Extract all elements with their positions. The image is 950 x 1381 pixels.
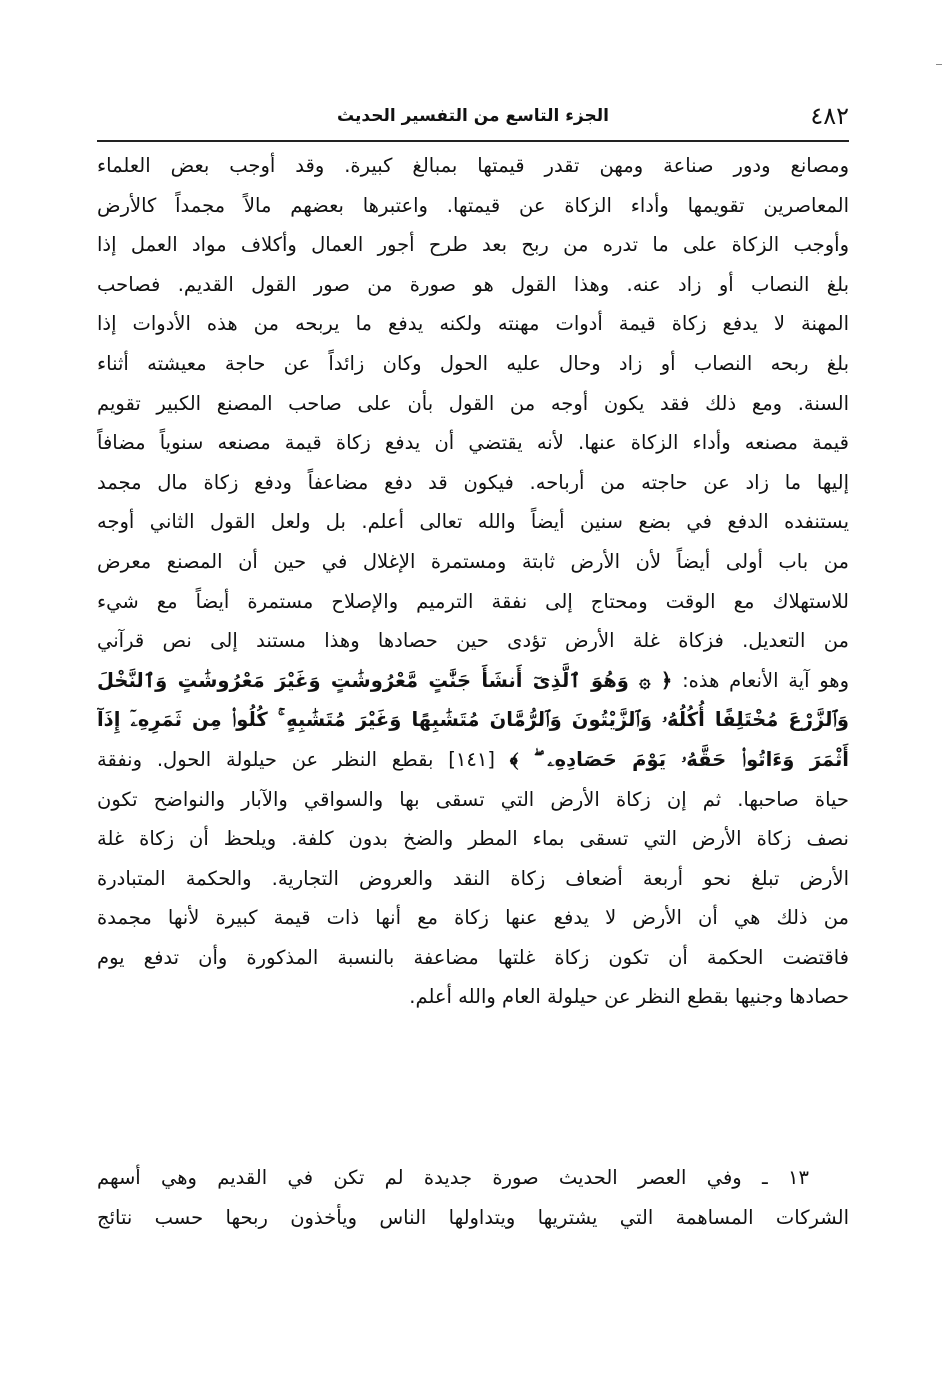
text-line: حياة صاحبها. ثم إن زكاة الأرض التي تسقى بها والسواقي والآبار والنواضح تكون	[97, 787, 849, 811]
quran-verse: ﴿ ۞ وَهُوَ ٱلَّذِىٓ أَنشَأَ جَنَّٰتٍ مَّعْرُوشَٰتٍ وَغَيْرَ مَعْرُوشَٰتٍ وَٱلنَّخْلَ	[97, 668, 673, 692]
quran-intro: وهو آية الأنعام هذه:	[682, 668, 849, 692]
text-line: من ذلك هي أن الأرض لا يدفع عنها زكاة مع أنها ذات قيمة كبيرة لأنها مجمدة	[97, 906, 849, 930]
text-line: المهنة لا يدفع زكاة قيمة أدوات مهنته ولكنه يدفع ما يربحه من هذه الأدوات إذا	[97, 312, 849, 336]
header-rule	[97, 140, 849, 142]
verse-reference: [١٤١]	[448, 747, 495, 771]
text-line: فاقتضت الحكمة أن تكون زكاة غلتها مضاعفة بالنسبة المذكورة وأن تدفع يوم	[97, 945, 849, 969]
text-line: نصف زكاة الأرض التي تسقى بماء المطر والضخ بدون كلفة. ويلحظ أن زكاة غلة	[97, 827, 849, 851]
quran-verse: أَثْمَرَ وَءَاتُوا۟ حَقَّهُۥ يَوْمَ حَصَادِهِۦ ۖ ﴾	[509, 747, 849, 771]
text-after-verse: بقطع النظر عن حيلولة الحول. ونفقة	[97, 747, 434, 771]
running-title: الجزء التاسع من التفسير الحديث	[337, 106, 609, 126]
text-line	[97, 740, 849, 780]
text-line: حصادها وجنيها بقطع النظر عن حيلولة العام والله أعلم.	[409, 985, 849, 1009]
text-line: السنة. ومع ذلك فقد يكون أوجه من القول بأن على صاحب المصنع الكبير تقويم	[97, 391, 849, 415]
paragraph-13	[97, 1158, 849, 1237]
text-line: وأوجب الزكاة على ما تدره من ربح بعد طرح أجور العمال وأكلاف مواد العمل إذا	[97, 233, 849, 257]
main-text	[97, 146, 849, 1017]
quran-verse: وَٱلزَّرْعَ مُخْتَلِفًا أُكُلُهُۥ وَٱلزَّيْتُونَ وَٱلرُّمَّانَ مُتَشَٰبِهًا وَغَيْرَ مُتَشَٰبِهٍ ۚ كُلُوا۟ مِن ثَمَرِهِۦٓ إِذَآ	[97, 708, 849, 732]
text-line: الأرض تبلغ نحو أربعة أضعاف زكاة النقد والعروض التجارية. والحكمة المتبادرة	[97, 866, 849, 890]
page-number: ٤٨٢	[810, 102, 849, 130]
text-line: يستنفده الدفع في بضع سنين أيضاً والله تعالى أعلم. بل ولعل القول الثاني أوجه	[97, 510, 849, 534]
page-header	[97, 100, 849, 136]
text-line: المعاصرين تقويمها وأداء الزكاة عن قيمتها. واعتبرها بعضهم مالاً مجمداً كالأرض	[97, 193, 849, 217]
text-line	[97, 661, 849, 701]
text-line: ١٣ ـ وفي العصر الحديث صورة جديدة لم تكن في القديم وهي أسهم	[97, 1166, 809, 1189]
text-line: للاستهلاك مع الوقت ومحتاج إلى نفقة الترميم والإصلاح مستمرة أيضاً مع شيء	[97, 589, 849, 613]
text-line: بلغ ربحه النصاب أو زاد وحال عليه الحول وكان زائداً عن حاجة معيشته أثناء	[97, 351, 849, 375]
scan-mark	[936, 64, 942, 65]
text-line: من باب أولى أيضاً لأن الأرض ثابتة ومستمرة الإغلال في حين أن المصنع معرض	[97, 549, 849, 573]
text-line: الشركات المساهمة التي يشتريها ويتداولها الناس ويأخذون ربحها حسب نتائج	[97, 1205, 849, 1229]
text-line: من التعديل. فزكاة غلة الأرض تؤدى حين حصادها وهذا مستند إلى نص قرآني	[97, 629, 849, 653]
text-line: قيمة مصنعه وأداء الزكاة عنها. لأنه يقتضي أن يدفع زكاة قيمة مصنعه سنوياً مضافاً	[97, 431, 849, 455]
text-line: إليها ما زاد عن حاجته من أرباحه. فيكون قد دفع مضاعفاً ودفع زكاة مال مجمد	[97, 470, 849, 494]
text-line: بلغ النصاب أو زاد عنه. وهذا القول هو صورة من صور القول القديم. فصاحب	[97, 272, 849, 296]
text-line: ومصانع ودور صناعة ومهن تقدر قيمتها بمبالغ كبيرة. وقد أوجب بعض العلماء	[97, 154, 849, 177]
